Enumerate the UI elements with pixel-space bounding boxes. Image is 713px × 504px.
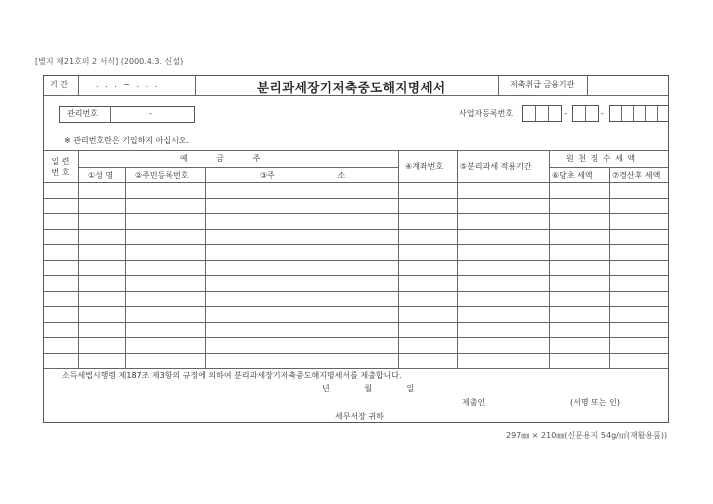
table-row-line bbox=[43, 306, 669, 307]
statement: 소득세법시행령 제187조 제3항의 규정에 의하여 분리과세장기저축중도해지명세서를 제출합니다. bbox=[62, 371, 402, 380]
table-row-line bbox=[43, 275, 669, 276]
table-row-line bbox=[43, 368, 669, 369]
table-row-line bbox=[43, 229, 669, 230]
table-row-line bbox=[43, 353, 669, 354]
signature-label: (서명 또는 인) bbox=[570, 398, 620, 407]
business-no-label: 사업자등록번호 bbox=[459, 109, 514, 118]
submit-date[interactable]: 년 월 일 bbox=[322, 384, 415, 393]
institution-label: 저축취급 금융기관 bbox=[510, 80, 575, 89]
col-id: ②주민등록번호 bbox=[135, 171, 189, 180]
depositor-header: 예 금 주 bbox=[180, 154, 261, 163]
col-name: ①성 명 bbox=[88, 171, 114, 180]
mgmt-no-label: 관리번호 bbox=[67, 109, 98, 118]
form-title: 분리과세장기저축중도해지명세서 bbox=[257, 80, 446, 95]
business-no-part3[interactable] bbox=[609, 105, 669, 122]
submitter-label: 제출인 bbox=[462, 398, 486, 407]
recipient: 세무서장 귀하 bbox=[335, 412, 384, 421]
table-row-line bbox=[43, 260, 669, 261]
period-label: 기 간 bbox=[50, 80, 68, 89]
form-code: [별지 제21호의 2 서식] (2000.4.3. 신설) bbox=[35, 57, 184, 66]
table-row-line bbox=[43, 213, 669, 214]
business-no-dash2: - bbox=[601, 109, 604, 118]
business-no-dash1: - bbox=[564, 109, 567, 118]
paper-spec: 297㎜ × 210㎜(신문용지 54g/㎡(재활용품)) bbox=[506, 431, 668, 440]
table-row-line bbox=[43, 198, 669, 199]
col-account: ④계좌번호 bbox=[405, 162, 444, 171]
col-address: ③주 소 bbox=[260, 171, 346, 180]
table-row-line bbox=[43, 337, 669, 338]
serial-header: 일 련 번 호 bbox=[51, 157, 70, 177]
period-value: . . . ~ . . . bbox=[96, 80, 160, 89]
withholding-header: 원 천 징 수 세 액 bbox=[566, 154, 636, 163]
col-recalc-tax: ⑦경산후 세액 bbox=[612, 171, 661, 180]
table-row-line bbox=[43, 291, 669, 292]
mgmt-no-value: - bbox=[149, 109, 152, 118]
admin-note: ※ 관리번호란은 기입하지 아십시오. bbox=[64, 136, 190, 145]
col-period: ⑤분리과세 적용기간 bbox=[460, 162, 532, 171]
table-row-line bbox=[43, 244, 669, 245]
table-row-line bbox=[43, 322, 669, 323]
business-no-part1[interactable] bbox=[522, 105, 562, 122]
col-initial-tax: ⑥당초 세액 bbox=[552, 171, 593, 180]
